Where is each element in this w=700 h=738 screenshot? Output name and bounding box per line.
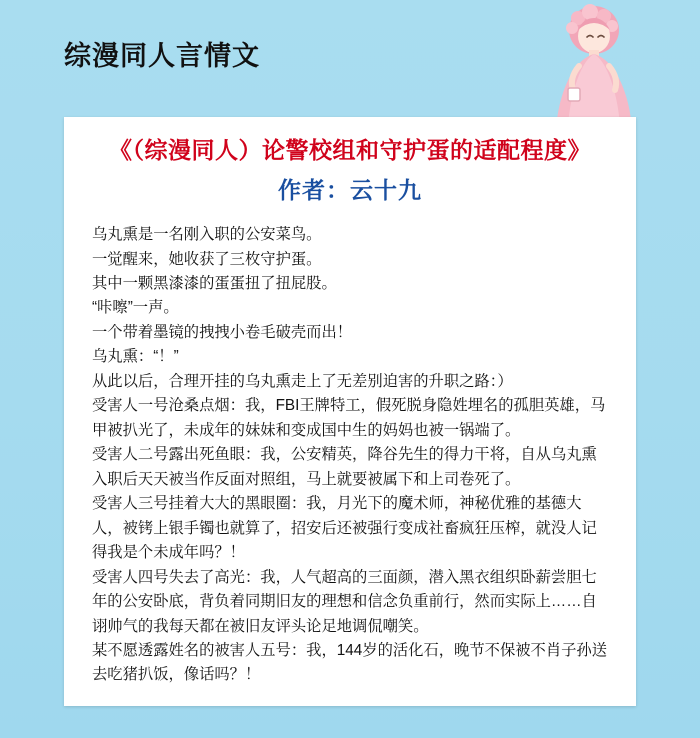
- body-paragraph: 乌丸熏是一名刚入职的公安菜鸟。: [92, 226, 322, 244]
- body-paragraph: “咔嚓”一声。: [92, 299, 179, 317]
- body-paragraph: 受害人二号露出死鱼眼：我，公安精英，降谷先生的得力干将，自从乌丸熏入职后天天被当作反面对照组，马上就要被属下和上司卷死了。: [92, 446, 597, 488]
- body-paragraph: 受害人一号沧桑点烟：我，FBI王牌特工，假死脱身隐姓埋名的孤胆英雄，马甲被扒光了，未成年的妹妹和变成国中生的妈妈也被一锅端了。: [92, 397, 606, 439]
- body-paragraph: 受害人四号失去了高光：我，人气超高的三面颜，潜入黑衣组织卧薪尝胆七年的公安卧底，背负着同期旧友的理想和信念负重前行，然而实际上……自诩帅气的我每天都在被旧友评头论足地调侃嘲笑。: [92, 568, 597, 635]
- body-paragraph: 从此以后，合理开挂的乌丸熏走上了无差别迫害的升职之路：）: [92, 372, 513, 390]
- novel-author: 作者：云十九: [278, 177, 422, 204]
- document-card: [64, 117, 636, 706]
- body-paragraph: 某不愿透露姓名的被害人五号：我，144岁的活化石，晚节不保被不肖子孙送去吃猪扒饭，像话吗？！: [92, 642, 608, 684]
- body-paragraph: 其中一颗黑漆漆的蛋蛋扭了扭屁股。: [92, 274, 337, 292]
- body-paragraph: 一觉醒来，她收获了三枚守护蛋。: [92, 250, 322, 268]
- body-paragraph: 一个带着墨镜的拽拽小卷毛破壳而出！: [92, 323, 353, 341]
- body-paragraph: 受害人三号挂着大大的黑眼圈：我，月光下的魔术师，神秘优雅的基德大人，被铐上银手镯也就算了，招安后还被强行变成社畜疯狂压榨，就没人记得我是个未成年吗？！: [92, 495, 597, 562]
- body-paragraph: 乌丸熏：“！”: [92, 348, 179, 366]
- novel-title: 《（综漫同人）论警校组和守护蛋的适配程度》: [109, 137, 591, 163]
- novel-body: [92, 223, 608, 688]
- page-title: 综漫同人言情文: [64, 41, 260, 71]
